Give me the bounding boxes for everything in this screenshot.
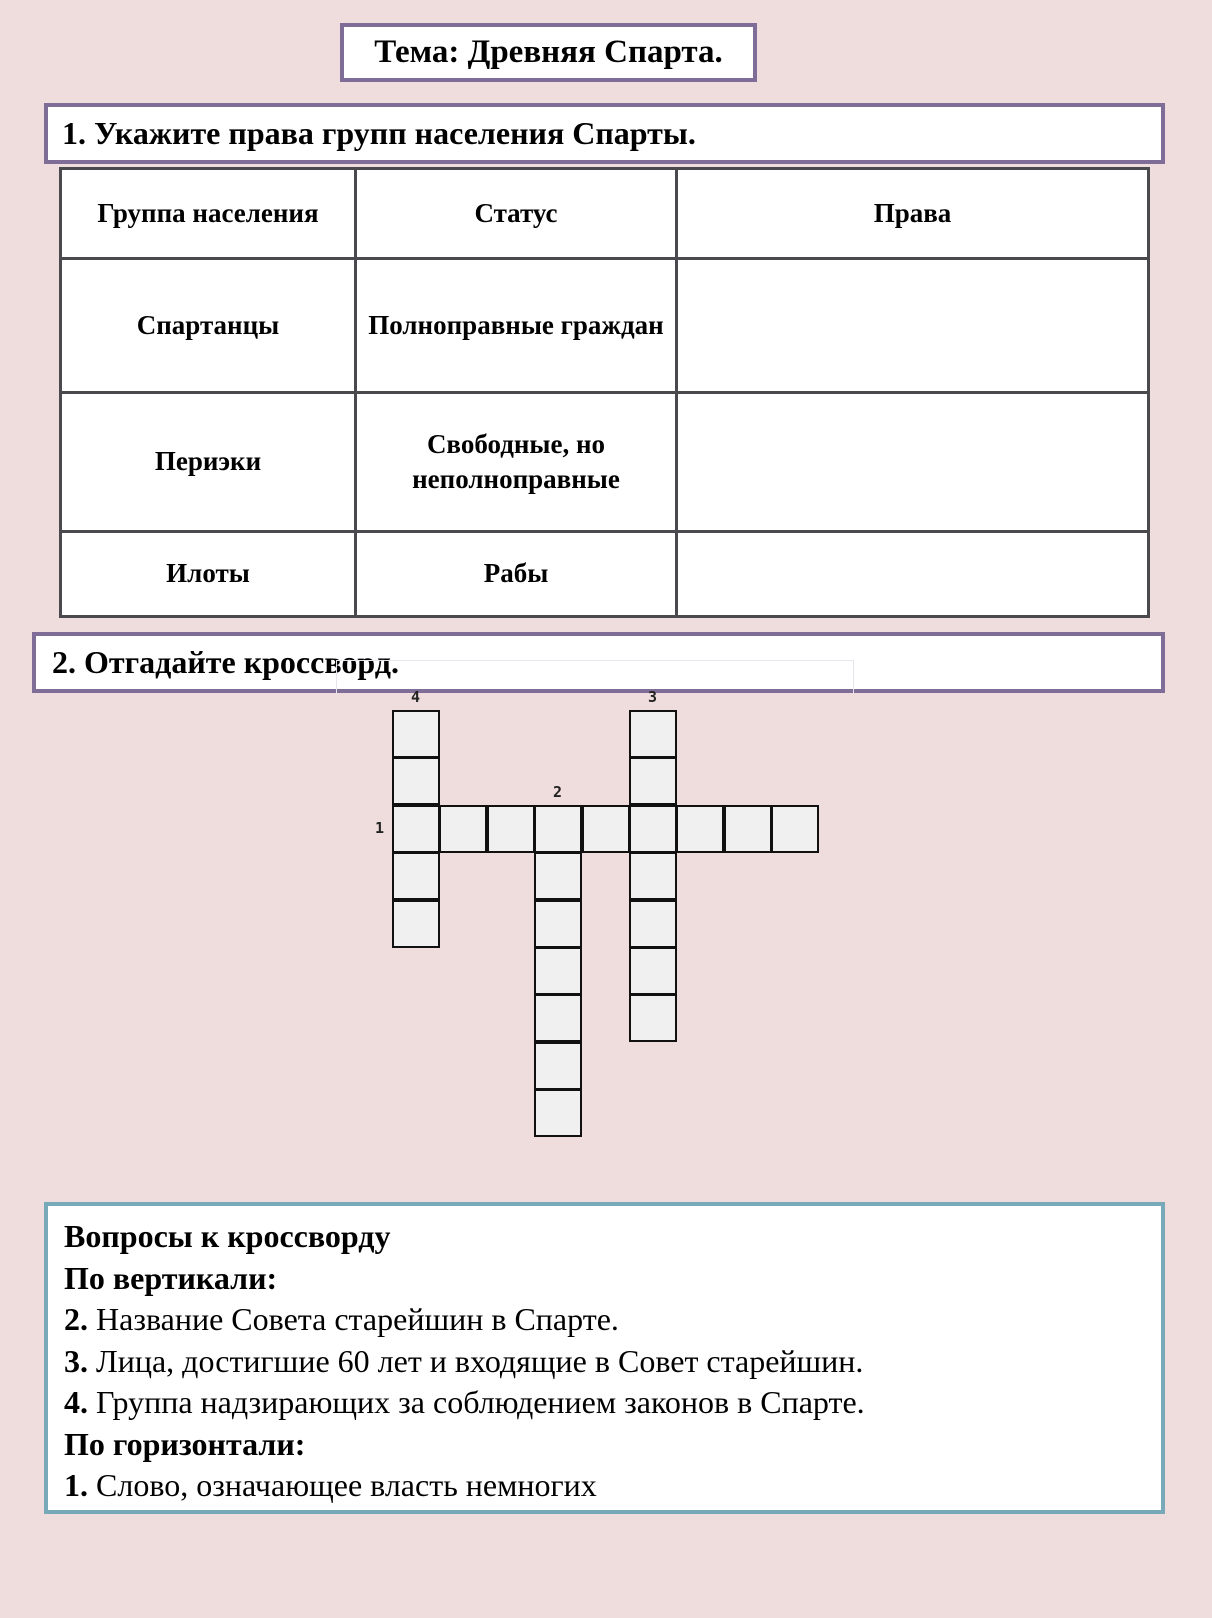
crossword-cell[interactable] — [534, 805, 582, 853]
status-cell: Полноправные граждан — [356, 259, 677, 393]
crossword-cell[interactable] — [629, 994, 677, 1042]
crossword-cell[interactable] — [392, 900, 440, 948]
group-cell: Периэки — [61, 393, 356, 532]
column-header-status: Статус — [356, 169, 677, 259]
table-row — [61, 532, 1149, 617]
crossword-cell[interactable] — [676, 805, 724, 853]
crossword-clue-number-1: 1 — [375, 819, 385, 837]
clue-text: Лица, достигшие 60 лет и входящие в Совет старейшин. — [88, 1342, 864, 1379]
clue-across-1 — [64, 1465, 1145, 1507]
section-2-heading-text: 2. Отгадайте кроссворд. — [52, 644, 399, 680]
column-header-rights: Права — [677, 169, 1149, 259]
crossword-cell[interactable] — [534, 1089, 582, 1137]
crossword-cell[interactable] — [534, 994, 582, 1042]
crossword-cell[interactable] — [629, 710, 677, 758]
crossword-questions — [44, 1202, 1165, 1514]
crossword-cell[interactable] — [392, 805, 440, 853]
crossword-cell[interactable] — [439, 805, 487, 853]
crossword-cell[interactable] — [629, 757, 677, 805]
rights-answer-cell[interactable] — [677, 393, 1149, 532]
crossword-cell[interactable] — [487, 805, 535, 853]
status-cell: Рабы — [356, 532, 677, 617]
table-header-row — [61, 169, 1149, 259]
crossword-clue-number-4: 4 — [411, 688, 421, 706]
crossword-cell[interactable] — [392, 852, 440, 900]
crossword-cell[interactable] — [629, 947, 677, 995]
crossword-cell[interactable] — [771, 805, 819, 853]
crossword-cell[interactable] — [629, 900, 677, 948]
rights-answer-cell[interactable] — [677, 532, 1149, 617]
clue-down-3 — [64, 1341, 1145, 1383]
population-groups-table — [59, 167, 1150, 618]
crossword-clue-number-3: 3 — [648, 688, 658, 706]
vertical-label: По вертикали: — [64, 1259, 278, 1296]
group-cell: Спартанцы — [61, 259, 356, 393]
table-row — [61, 393, 1149, 532]
clue-down-2 — [64, 1299, 1145, 1341]
crossword-cell[interactable] — [392, 710, 440, 758]
clue-down-4 — [64, 1382, 1145, 1424]
column-header-group: Группа населения — [61, 169, 356, 259]
crossword-cell[interactable] — [629, 805, 677, 853]
rights-answer-cell[interactable] — [677, 259, 1149, 393]
crossword-cell[interactable] — [582, 805, 630, 853]
crossword-cell[interactable] — [724, 805, 772, 853]
horizontal-label: По горизонтали: — [64, 1425, 306, 1462]
crossword-cell[interactable] — [392, 757, 440, 805]
crossword-cell[interactable] — [534, 852, 582, 900]
clue-number: 4. — [64, 1384, 88, 1420]
clue-text: Слово, означающее власть немногих — [88, 1467, 597, 1503]
crossword-clue-number-2: 2 — [553, 783, 563, 801]
page-title: Тема: Древняя Спарта. — [340, 23, 757, 82]
clue-number: 1. — [64, 1467, 88, 1503]
crossword-cell[interactable] — [534, 900, 582, 948]
table-row — [61, 259, 1149, 393]
section-2-heading — [32, 632, 1165, 693]
clue-number: 3. — [64, 1342, 88, 1379]
clue-text: Название Совета старейшин в Спарте. — [88, 1301, 619, 1337]
group-cell: Илоты — [61, 532, 356, 617]
crossword-cell[interactable] — [534, 1042, 582, 1090]
clue-number: 2. — [64, 1301, 88, 1337]
clue-text: Группа надзирающих за соблюдением законов в Спарте. — [88, 1384, 865, 1420]
crossword-cell[interactable] — [629, 852, 677, 900]
crossword-cell[interactable] — [534, 947, 582, 995]
status-cell: Свободные, но неполноправные — [356, 393, 677, 532]
section-1-heading: 1. Укажите права групп населения Спарты. — [44, 103, 1165, 164]
questions-title: Вопросы к кроссворду — [64, 1218, 391, 1254]
